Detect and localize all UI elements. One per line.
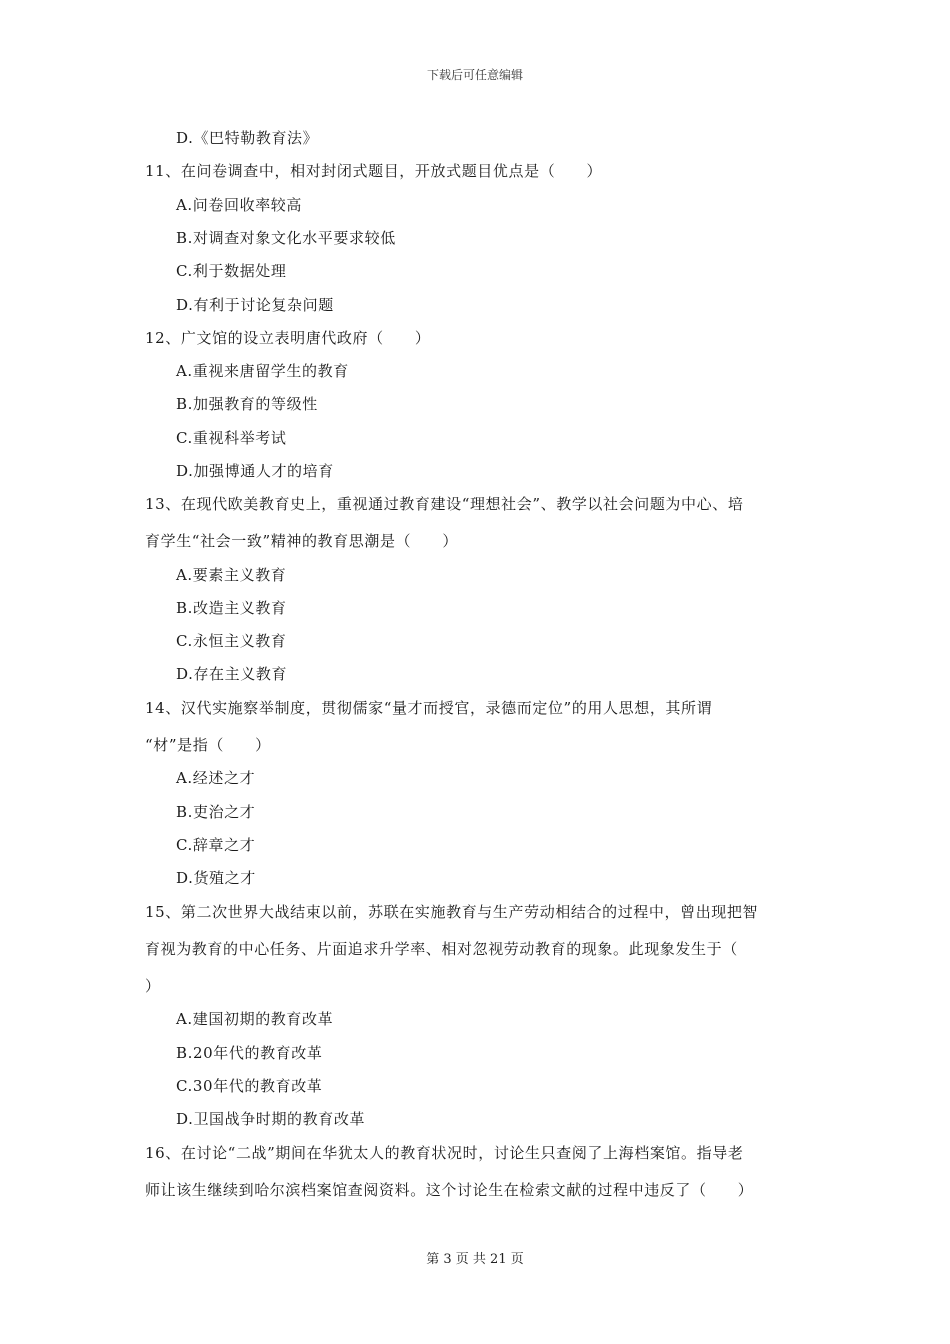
option-line: B.20年代的教育改革 bbox=[176, 1044, 323, 1062]
question-stem: 14、汉代实施察举制度，贯彻儒家“量才而授官，录德而定位”的用人思想，其所谓 bbox=[145, 699, 713, 717]
question-stem: 15、第二次世界大战结束以前，苏联在实施教育与生产劳动相结合的过程中，曾出现把智 bbox=[145, 903, 759, 921]
option-line: C.利于数据处理 bbox=[176, 262, 287, 280]
option-line: D.加强博通人才的培育 bbox=[176, 462, 334, 480]
option-line: D.货殖之才 bbox=[176, 869, 256, 887]
option-line: C.重视科举考试 bbox=[176, 429, 287, 447]
question-stem-continued: 育视为教育的中心任务、片面追求升学率、相对忽视劳动教育的现象。此现象发生于（ bbox=[145, 940, 738, 958]
option-line: A.要素主义教育 bbox=[176, 566, 287, 584]
option-line: D.卫国战争时期的教育改革 bbox=[176, 1110, 366, 1128]
option-line: D.存在主义教育 bbox=[176, 665, 288, 683]
page-header: 下载后可任意编辑 bbox=[426, 68, 523, 82]
option-line: C.永恒主义教育 bbox=[176, 632, 287, 650]
option-line: A.重视来唐留学生的教育 bbox=[176, 362, 349, 380]
option-line: D.《巴特勒教育法》 bbox=[176, 129, 319, 147]
question-stem-continued: 育学生“社会一致”精神的教育思潮是（ ） bbox=[145, 532, 458, 550]
option-line: C.30年代的教育改革 bbox=[176, 1077, 323, 1095]
option-line: A.问卷回收率较高 bbox=[176, 196, 303, 214]
option-line: B.改造主义教育 bbox=[176, 599, 287, 617]
question-stem-continued: “材”是指（ ） bbox=[145, 736, 271, 754]
question-stem-continued: 师让该生继续到哈尔滨档案馆查阅资料。这个讨论生在检索文献的过程中违反了（ ） bbox=[145, 1181, 754, 1199]
option-line: D.有利于讨论复杂问题 bbox=[176, 296, 334, 314]
question-stem: 13、在现代欧美教育史上，重视通过教育建设“理想社会”、教学以社会问题为中心、培 bbox=[145, 495, 744, 513]
option-line: B.对调查对象文化水平要求较低 bbox=[176, 229, 396, 247]
option-line: C.辞章之才 bbox=[176, 836, 256, 854]
page-footer: 第 3 页 共 21 页 bbox=[426, 1252, 524, 1267]
option-line: B.吏治之才 bbox=[176, 803, 256, 821]
question-stem: 11、在问卷调查中，相对封闭式题目，开放式题目优点是（ ） bbox=[145, 162, 603, 180]
option-line: B.加强教育的等级性 bbox=[176, 395, 318, 413]
option-line: A.建国初期的教育改革 bbox=[176, 1010, 334, 1028]
question-stem: 16、在讨论“二战”期间在华犹太人的教育状况时，讨论生只查阅了上海档案馆。指导老 bbox=[145, 1144, 744, 1162]
question-stem-continued: ） bbox=[145, 977, 161, 995]
question-stem: 12、广文馆的设立表明唐代政府（ ） bbox=[145, 329, 431, 347]
option-line: A.经述之才 bbox=[176, 769, 256, 787]
